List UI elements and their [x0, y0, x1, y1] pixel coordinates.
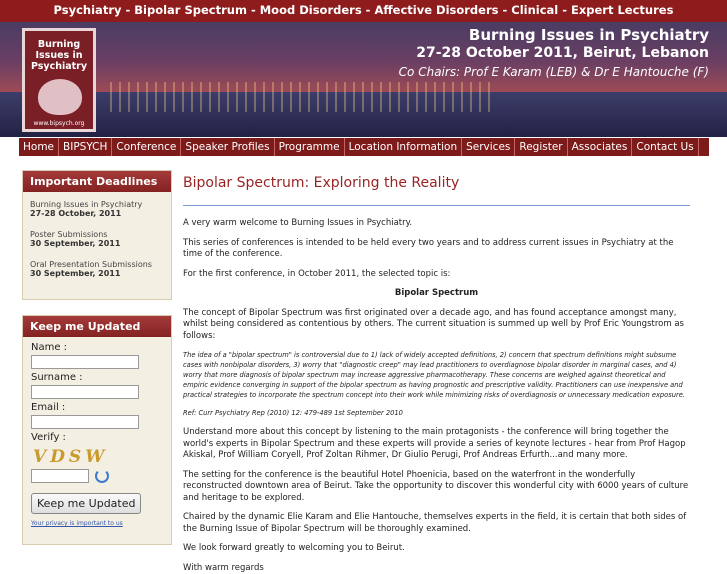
deadline-item	[23, 200, 171, 218]
nav-bipsych[interactable]: BIPSYCH	[59, 138, 112, 156]
conference-dates: 27-28 October 2011, Beirut, Lebanon	[416, 45, 709, 61]
site-logo[interactable]	[22, 28, 96, 132]
name-input[interactable]	[31, 355, 139, 369]
deadline-date: 27-28 October, 2011	[30, 209, 164, 218]
chairs-paragraph: Chaired by the dynamic Elie Karam and Elie Hantouche, themselves experts in the field, it is certain that both sides of the Burning Issue of Bipolar Spectrum will be thoroughly examined.	[183, 512, 690, 535]
deadline-label: Oral Presentation Submissions	[30, 260, 164, 269]
updates-box	[22, 315, 172, 545]
nav-location-information[interactable]: Location Information	[345, 138, 463, 156]
nav-associates[interactable]: Associates	[568, 138, 633, 156]
email-label: Email :	[23, 402, 171, 413]
concept-paragraph: The concept of Bipolar Spectrum was first originated over a decade ago, and has found acceptance amongst many, whilst being considered as contentious by others. The current situation is summed up well by Prof Eric Youngstrom as follows:	[183, 308, 690, 343]
topic-intro-paragraph: For the first conference, in October 2011, the selected topic is:	[183, 269, 690, 281]
title-divider	[183, 205, 690, 206]
page-title: Bipolar Spectrum: Exploring the Reality	[183, 175, 690, 191]
deadline-item	[23, 230, 171, 248]
protagonists-paragraph: Understand more about this concept by listening to the main protagonists - the conference will bring together the world's experts in Bipolar Spectrum and these experts will provide a series of keynote lectures - hear from Prof Hagop Akiskal, Prof William Coryell, Prof Zoltan Rihmer, Dr Giulio Perugi, Prof Andreas Erfurth...and many more.	[183, 427, 690, 462]
nav-services[interactable]: Services	[462, 138, 515, 156]
nav-conference[interactable]: Conference	[112, 138, 181, 156]
deadline-date: 30 September, 2011	[30, 239, 164, 248]
keep-me-updated-button[interactable]: Keep me Updated	[31, 493, 141, 514]
surname-input[interactable]	[31, 385, 139, 399]
refresh-icon[interactable]	[95, 469, 109, 483]
deadline-label: Poster Submissions	[30, 230, 164, 239]
header-banner	[0, 22, 727, 137]
verify-label: Verify :	[23, 432, 171, 443]
banner-city-lights	[110, 82, 490, 112]
closing-line: With warm regards	[183, 563, 690, 574]
captcha-input[interactable]	[31, 469, 89, 483]
nav-contact-us[interactable]: Contact Us	[632, 138, 698, 156]
privacy-link[interactable]: Your privacy is important to us	[23, 520, 171, 527]
logo-url: www.bipsych.org	[25, 120, 93, 127]
brain-icon	[38, 79, 82, 115]
deadlines-box	[22, 170, 172, 300]
logo-text: Burning Issues in Psychiatry	[25, 39, 93, 72]
series-paragraph: This series of conferences is intended to be held every two years and to address current issues in Psychiatry at the time of the conference.	[183, 238, 690, 261]
nav-home[interactable]: Home	[19, 138, 59, 156]
deadlines-title: Important Deadlines	[23, 171, 171, 192]
quote-paragraph: The idea of a "bipolar spectrum" is controversial due to 1) lack of widely accepted definitions, 2) concern that spectrum definitions might subsume cases with nonbipolar disorders, 3) worry that "diagnostic creep" may lead practitioners to overdiagnose bipolar disorder in marginal cases, and 4) worry that more diagnosis of bipolar spectrum may increase aggressive pharmacotherapy. These concerns are weighed against theoretical and empiric evidence converging in support of the bipolar spectrum as having prognostic and prescriptive validity. Practitioners can use inexpensive and practical strategies to incorporate the spectrum concept into their work while minimizing risks of overdiagnosis or unnecessary medication exposure.	[183, 350, 690, 400]
deadline-label: Burning Issues in Psychiatry	[30, 200, 164, 209]
updates-title: Keep me Updated	[23, 316, 171, 337]
nav-speaker-profiles[interactable]: Speaker Profiles	[181, 138, 274, 156]
main-nav	[19, 138, 709, 156]
top-tagline-bar: Psychiatry - Bipolar Spectrum - Mood Disorders - Affective Disorders - Clinical - Expert Lectures	[0, 0, 727, 22]
setting-paragraph: The setting for the conference is the beautiful Hotel Phoenicia, based on the waterfront in the wonderfully reconstructed downtown area of Beirut. Take the opportunity to discover this wonderful city with 6000 years of culture and heritage to be explored.	[183, 470, 690, 505]
conference-title: Burning Issues in Psychiatry	[469, 26, 709, 44]
captcha-row	[23, 469, 171, 483]
main-content	[183, 175, 690, 574]
topic-heading: Bipolar Spectrum	[183, 288, 690, 300]
name-label: Name :	[23, 342, 171, 353]
intro-paragraph: A very warm welcome to Burning Issues in Psychiatry.	[183, 218, 690, 230]
welcome-paragraph: We look forward greatly to welcoming you to Beirut.	[183, 543, 690, 555]
deadline-date: 30 September, 2011	[30, 269, 164, 278]
reference-line: Ref: Curr Psychiatry Rep (2010) 12: 479-489 1st September 2010	[183, 408, 690, 418]
conference-chairs: Co Chairs: Prof E Karam (LEB) & Dr E Hantouche (F)	[399, 65, 709, 79]
email-input[interactable]	[31, 415, 139, 429]
deadline-item	[23, 260, 171, 278]
nav-register[interactable]: Register	[515, 138, 567, 156]
captcha-image: VDSW	[33, 447, 171, 467]
surname-label: Surname :	[23, 372, 171, 383]
nav-programme[interactable]: Programme	[275, 138, 345, 156]
